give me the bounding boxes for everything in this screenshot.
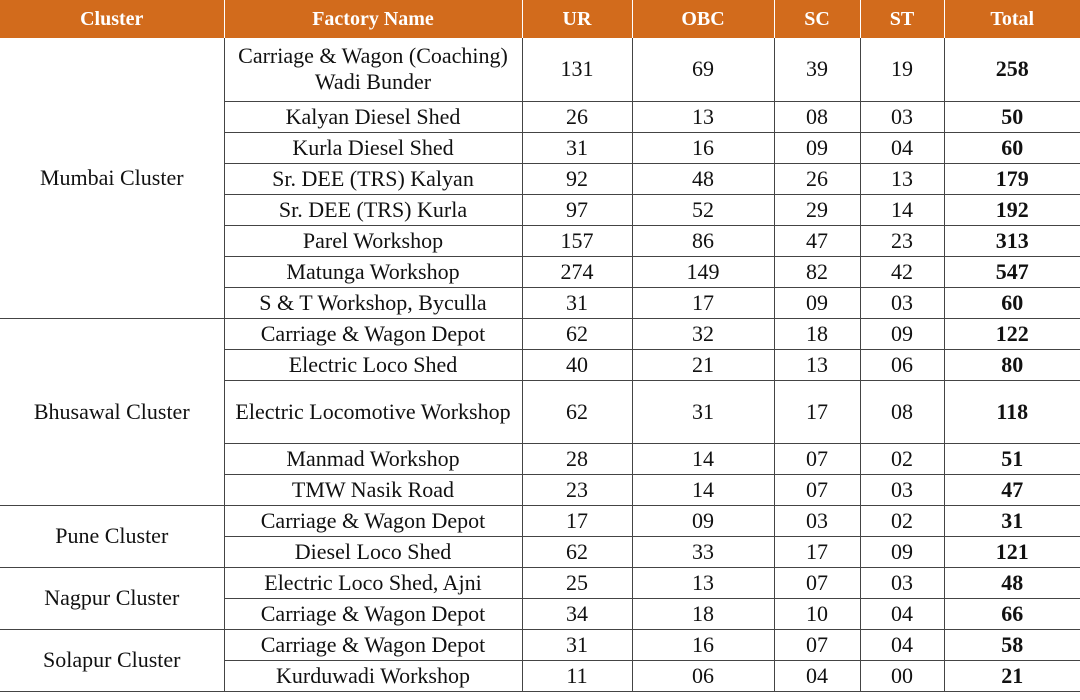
total-cell: 31 [944, 505, 1080, 536]
ur-cell: 157 [522, 225, 632, 256]
header-cluster: Cluster [0, 0, 224, 38]
total-cell: 48 [944, 567, 1080, 598]
st-cell: 03 [860, 101, 944, 132]
ur-cell: 97 [522, 194, 632, 225]
factory-name-cell: Manmad Workshop [224, 443, 522, 474]
ur-cell: 62 [522, 536, 632, 567]
total-cell: 58 [944, 629, 1080, 660]
factory-name-cell: Sr. DEE (TRS) Kalyan [224, 163, 522, 194]
st-cell: 03 [860, 567, 944, 598]
st-cell: 02 [860, 505, 944, 536]
sc-cell: 47 [774, 225, 860, 256]
st-cell: 13 [860, 163, 944, 194]
ur-cell: 92 [522, 163, 632, 194]
sc-cell: 07 [774, 629, 860, 660]
total-cell: 60 [944, 132, 1080, 163]
obc-cell: 21 [632, 349, 774, 380]
total-cell: 121 [944, 536, 1080, 567]
st-cell: 00 [860, 660, 944, 691]
header-sc: SC [774, 0, 860, 38]
obc-cell: 32 [632, 318, 774, 349]
sc-cell: 07 [774, 474, 860, 505]
sc-cell: 39 [774, 38, 860, 101]
obc-cell: 48 [632, 163, 774, 194]
obc-cell: 13 [632, 101, 774, 132]
factory-name-cell: Diesel Loco Shed [224, 536, 522, 567]
cluster-name-cell: Mumbai Cluster [0, 38, 224, 318]
ur-cell: 62 [522, 380, 632, 443]
sc-cell: 17 [774, 380, 860, 443]
total-cell: 21 [944, 660, 1080, 691]
sc-cell: 26 [774, 163, 860, 194]
table-row [0, 318, 1080, 349]
factory-name-cell: Electric Loco Shed [224, 349, 522, 380]
total-cell: 313 [944, 225, 1080, 256]
ur-cell: 31 [522, 287, 632, 318]
obc-cell: 69 [632, 38, 774, 101]
factory-name-cell: Carriage & Wagon Depot [224, 505, 522, 536]
st-cell: 19 [860, 38, 944, 101]
sc-cell: 13 [774, 349, 860, 380]
factory-name-cell: Carriage & Wagon Depot [224, 629, 522, 660]
st-cell: 42 [860, 256, 944, 287]
ur-cell: 131 [522, 38, 632, 101]
st-cell: 08 [860, 380, 944, 443]
factory-name-cell: Kalyan Diesel Shed [224, 101, 522, 132]
st-cell: 09 [860, 536, 944, 567]
total-cell: 179 [944, 163, 1080, 194]
ur-cell: 274 [522, 256, 632, 287]
ur-cell: 62 [522, 318, 632, 349]
factory-name-cell: Carriage & Wagon Depot [224, 598, 522, 629]
ur-cell: 26 [522, 101, 632, 132]
st-cell: 04 [860, 598, 944, 629]
table-row [0, 505, 1080, 536]
sc-cell: 07 [774, 567, 860, 598]
table-row [0, 567, 1080, 598]
st-cell: 06 [860, 349, 944, 380]
sc-cell: 18 [774, 318, 860, 349]
ur-cell: 31 [522, 132, 632, 163]
sc-cell: 07 [774, 443, 860, 474]
header-total: Total [944, 0, 1080, 38]
cluster-name-cell: Solapur Cluster [0, 629, 224, 691]
header-row [0, 0, 1080, 38]
table-body [0, 38, 1080, 691]
sc-cell: 29 [774, 194, 860, 225]
obc-cell: 86 [632, 225, 774, 256]
header-obc: OBC [632, 0, 774, 38]
factory-name-cell: Carriage & Wagon (Coaching) Wadi Bunder [224, 38, 522, 101]
table-row [0, 38, 1080, 101]
factory-name-cell: Kurla Diesel Shed [224, 132, 522, 163]
factory-name-cell: Matunga Workshop [224, 256, 522, 287]
obc-cell: 52 [632, 194, 774, 225]
obc-cell: 16 [632, 132, 774, 163]
ur-cell: 28 [522, 443, 632, 474]
st-cell: 03 [860, 474, 944, 505]
header-ur: UR [522, 0, 632, 38]
obc-cell: 13 [632, 567, 774, 598]
total-cell: 60 [944, 287, 1080, 318]
total-cell: 50 [944, 101, 1080, 132]
obc-cell: 33 [632, 536, 774, 567]
sc-cell: 03 [774, 505, 860, 536]
st-cell: 04 [860, 132, 944, 163]
ur-cell: 40 [522, 349, 632, 380]
table-header [0, 0, 1080, 38]
st-cell: 14 [860, 194, 944, 225]
sc-cell: 09 [774, 287, 860, 318]
obc-cell: 17 [632, 287, 774, 318]
factory-name-cell: S & T Workshop, Byculla [224, 287, 522, 318]
cluster-name-cell: Nagpur Cluster [0, 567, 224, 629]
sc-cell: 04 [774, 660, 860, 691]
st-cell: 23 [860, 225, 944, 256]
sc-cell: 82 [774, 256, 860, 287]
total-cell: 258 [944, 38, 1080, 101]
cluster-name-cell: Bhusawal Cluster [0, 318, 224, 505]
obc-cell: 14 [632, 443, 774, 474]
total-cell: 192 [944, 194, 1080, 225]
factory-name-cell: Electric Locomotive Workshop [224, 380, 522, 443]
factory-name-cell: Sr. DEE (TRS) Kurla [224, 194, 522, 225]
factory-name-cell: TMW Nasik Road [224, 474, 522, 505]
obc-cell: 06 [632, 660, 774, 691]
factory-name-cell: Electric Loco Shed, Ajni [224, 567, 522, 598]
obc-cell: 149 [632, 256, 774, 287]
ur-cell: 11 [522, 660, 632, 691]
factory-name-cell: Kurduwadi Workshop [224, 660, 522, 691]
st-cell: 09 [860, 318, 944, 349]
total-cell: 122 [944, 318, 1080, 349]
cluster-name-cell: Pune Cluster [0, 505, 224, 567]
total-cell: 66 [944, 598, 1080, 629]
factory-name-cell: Parel Workshop [224, 225, 522, 256]
ur-cell: 17 [522, 505, 632, 536]
obc-cell: 31 [632, 380, 774, 443]
total-cell: 51 [944, 443, 1080, 474]
sc-cell: 08 [774, 101, 860, 132]
obc-cell: 14 [632, 474, 774, 505]
obc-cell: 16 [632, 629, 774, 660]
st-cell: 03 [860, 287, 944, 318]
ur-cell: 31 [522, 629, 632, 660]
factory-name-cell: Carriage & Wagon Depot [224, 318, 522, 349]
header-factory-name: Factory Name [224, 0, 522, 38]
st-cell: 04 [860, 629, 944, 660]
header-st: ST [860, 0, 944, 38]
sc-cell: 17 [774, 536, 860, 567]
total-cell: 80 [944, 349, 1080, 380]
ur-cell: 25 [522, 567, 632, 598]
obc-cell: 18 [632, 598, 774, 629]
sc-cell: 09 [774, 132, 860, 163]
sc-cell: 10 [774, 598, 860, 629]
total-cell: 47 [944, 474, 1080, 505]
st-cell: 02 [860, 443, 944, 474]
table-row [0, 629, 1080, 660]
total-cell: 118 [944, 380, 1080, 443]
obc-cell: 09 [632, 505, 774, 536]
total-cell: 547 [944, 256, 1080, 287]
ur-cell: 34 [522, 598, 632, 629]
ur-cell: 23 [522, 474, 632, 505]
